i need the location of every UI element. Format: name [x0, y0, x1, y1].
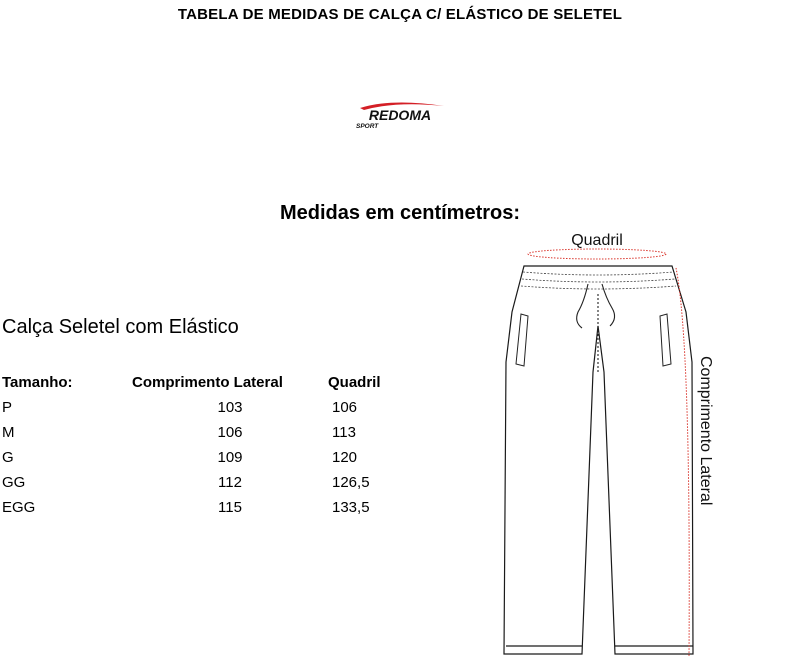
size-cell: P — [2, 399, 13, 416]
table-row — [2, 420, 381, 445]
brand-tagline: SPORT — [356, 123, 379, 130]
hip-cell: 133,5 — [332, 499, 370, 516]
table-row — [2, 495, 381, 520]
size-cell: G — [2, 449, 14, 466]
size-cell: M — [2, 424, 15, 441]
column-header-size: Tamanho: — [2, 374, 73, 391]
table-row — [2, 470, 381, 495]
pants-outline — [504, 266, 693, 654]
size-cell: EGG — [2, 499, 36, 516]
length-cell: 106 — [217, 424, 243, 441]
hip-cell: 126,5 — [332, 474, 370, 491]
hip-cell: 113 — [332, 424, 356, 441]
column-header-length: Comprimento Lateral — [132, 374, 283, 391]
pants-diagram — [490, 222, 800, 660]
brand-name: REDOMA — [368, 107, 432, 123]
hip-measure-line — [528, 249, 666, 259]
length-cell: 115 — [218, 499, 242, 516]
hip-cell: 106 — [332, 399, 358, 416]
table-row — [2, 445, 381, 470]
length-cell: 112 — [218, 474, 242, 491]
hip-label: Quadril — [571, 232, 623, 249]
size-cell: GG — [2, 474, 26, 491]
column-header-hip: Quadril — [328, 374, 381, 391]
hip-cell: 120 — [332, 449, 358, 466]
table-header-row — [2, 370, 381, 395]
product-title: Calça Seletel com Elástico — [2, 316, 239, 338]
length-label: Comprimento Lateral — [697, 356, 714, 506]
brand-logo — [352, 100, 448, 130]
measurements-subtitle: Medidas em centímetros: — [279, 202, 521, 224]
size-table — [2, 370, 381, 520]
table-row — [2, 395, 381, 420]
length-cell: 103 — [217, 399, 243, 416]
length-cell: 109 — [217, 449, 243, 466]
page-title: TABELA DE MEDIDAS DE CALÇA C/ ELÁSTICO DE SELETEL — [177, 6, 623, 23]
